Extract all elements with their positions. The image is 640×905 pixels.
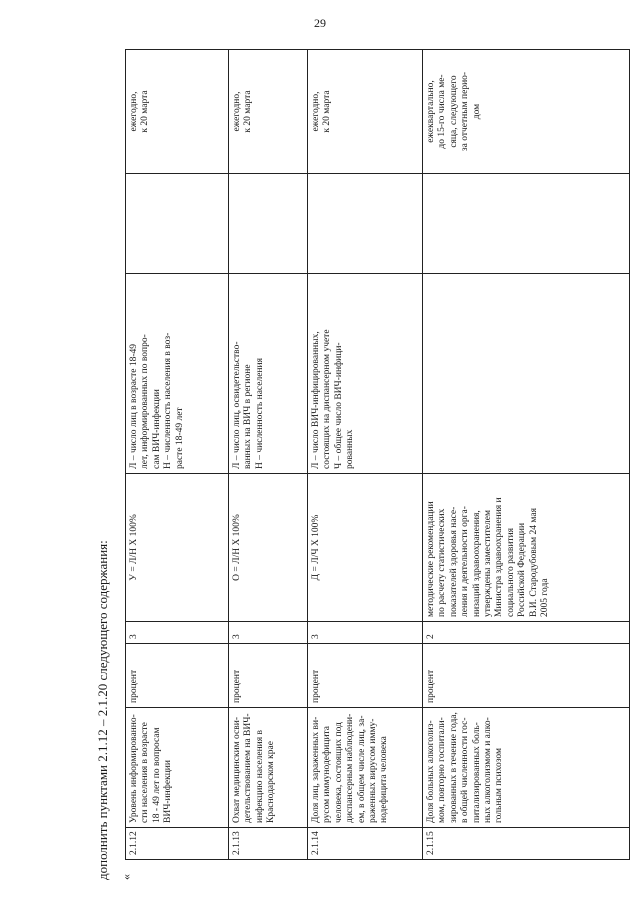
indicator-name: Уровень информированно- сти населения в возрасте 18 - 49 лет по вопросам ВИЧ-инфекции xyxy=(126,708,229,828)
unit-cell: процент xyxy=(423,644,630,708)
unit-cell: процент xyxy=(229,644,308,708)
code-cell: 2 xyxy=(423,622,630,644)
indicator-name: Охват медицинским осви- детельствованием на ВИЧ- инфекцию населения в Краснодарском крае xyxy=(229,708,308,828)
empty-cell xyxy=(229,174,308,274)
explanation-cell: Л – число ВИЧ-инфицированных, состоящих на диспансерном учете Ч – общее число ВИЧ-инфици- рованных xyxy=(308,274,423,474)
formula-cell: Д = Л/Ч Х 100% xyxy=(308,474,423,622)
indicators-table xyxy=(125,49,630,860)
rotated-content xyxy=(95,45,595,880)
table-row xyxy=(308,50,423,860)
row-number: 2.1.13 xyxy=(229,828,308,860)
page-number: 29 xyxy=(314,16,326,30)
period-cell: ежегодно, к 20 марта xyxy=(308,50,423,174)
period-cell: ежегодно, к 20 марта xyxy=(229,50,308,174)
code-cell: 3 xyxy=(229,622,308,644)
code-cell: 3 xyxy=(126,622,229,644)
empty-cell xyxy=(423,174,630,274)
row-number: 2.1.12 xyxy=(126,828,229,860)
empty-cell xyxy=(308,174,423,274)
period-cell: ежеквартально, до 15-го числа ме- сяца, следующего за отчетным перио- дом xyxy=(423,50,630,174)
row-number: 2.1.15 xyxy=(423,828,630,860)
empty-cell xyxy=(126,174,229,274)
table-row xyxy=(126,50,229,860)
open-quote: « xyxy=(119,874,133,880)
explanation-cell: Л – число лиц, освидетельство- ванных на ВИЧ в регионе Н – численность населения xyxy=(229,274,308,474)
table-row xyxy=(423,50,630,860)
table-row xyxy=(229,50,308,860)
methodology-cell: методические рекомендации по расчету статистических показателей здоровья насе- ления и деятельности орга- низаций здравоохранения, утверждены заместителем Министра здравоохранения и социального развития Российской Федерации В.И. Стародубовым 24 мая 2005 года xyxy=(423,474,630,622)
intro-text: дополнить пунктами 2.1.12 – 2.1.20 следующего содержания: xyxy=(95,540,110,880)
unit-cell: процент xyxy=(126,644,229,708)
formula-cell: О = Л/Н Х 100% xyxy=(229,474,308,622)
row-number: 2.1.14 xyxy=(308,828,423,860)
unit-cell: процент xyxy=(308,644,423,708)
indicator-name: Доля лиц, зараженных ви- русом иммунодефицита человека, состоящих под диспансерным наблюдени- ем, в общем числе лиц, за- раженных вирусом имму- нодефицита человека xyxy=(308,708,423,828)
explanation-cell: Л – число лиц в возрасте 18-49 лет, информированных по вопро- сам ВИЧ-инфекции Н – численность населения в воз- расте 18-49 лет xyxy=(126,274,229,474)
period-cell: ежегодно, к 20 марта xyxy=(126,50,229,174)
code-cell: 3 xyxy=(308,622,423,644)
indicator-name: Доля больных алкоголиз- мом, повторно госпитали- зированных в течение года, в общей численности гос- питализированных боль- ных алкоголизмом и алко- гольным психозом xyxy=(423,708,630,828)
explanation-cell xyxy=(423,274,630,474)
formula-cell: У = Л/Н Х 100% xyxy=(126,474,229,622)
